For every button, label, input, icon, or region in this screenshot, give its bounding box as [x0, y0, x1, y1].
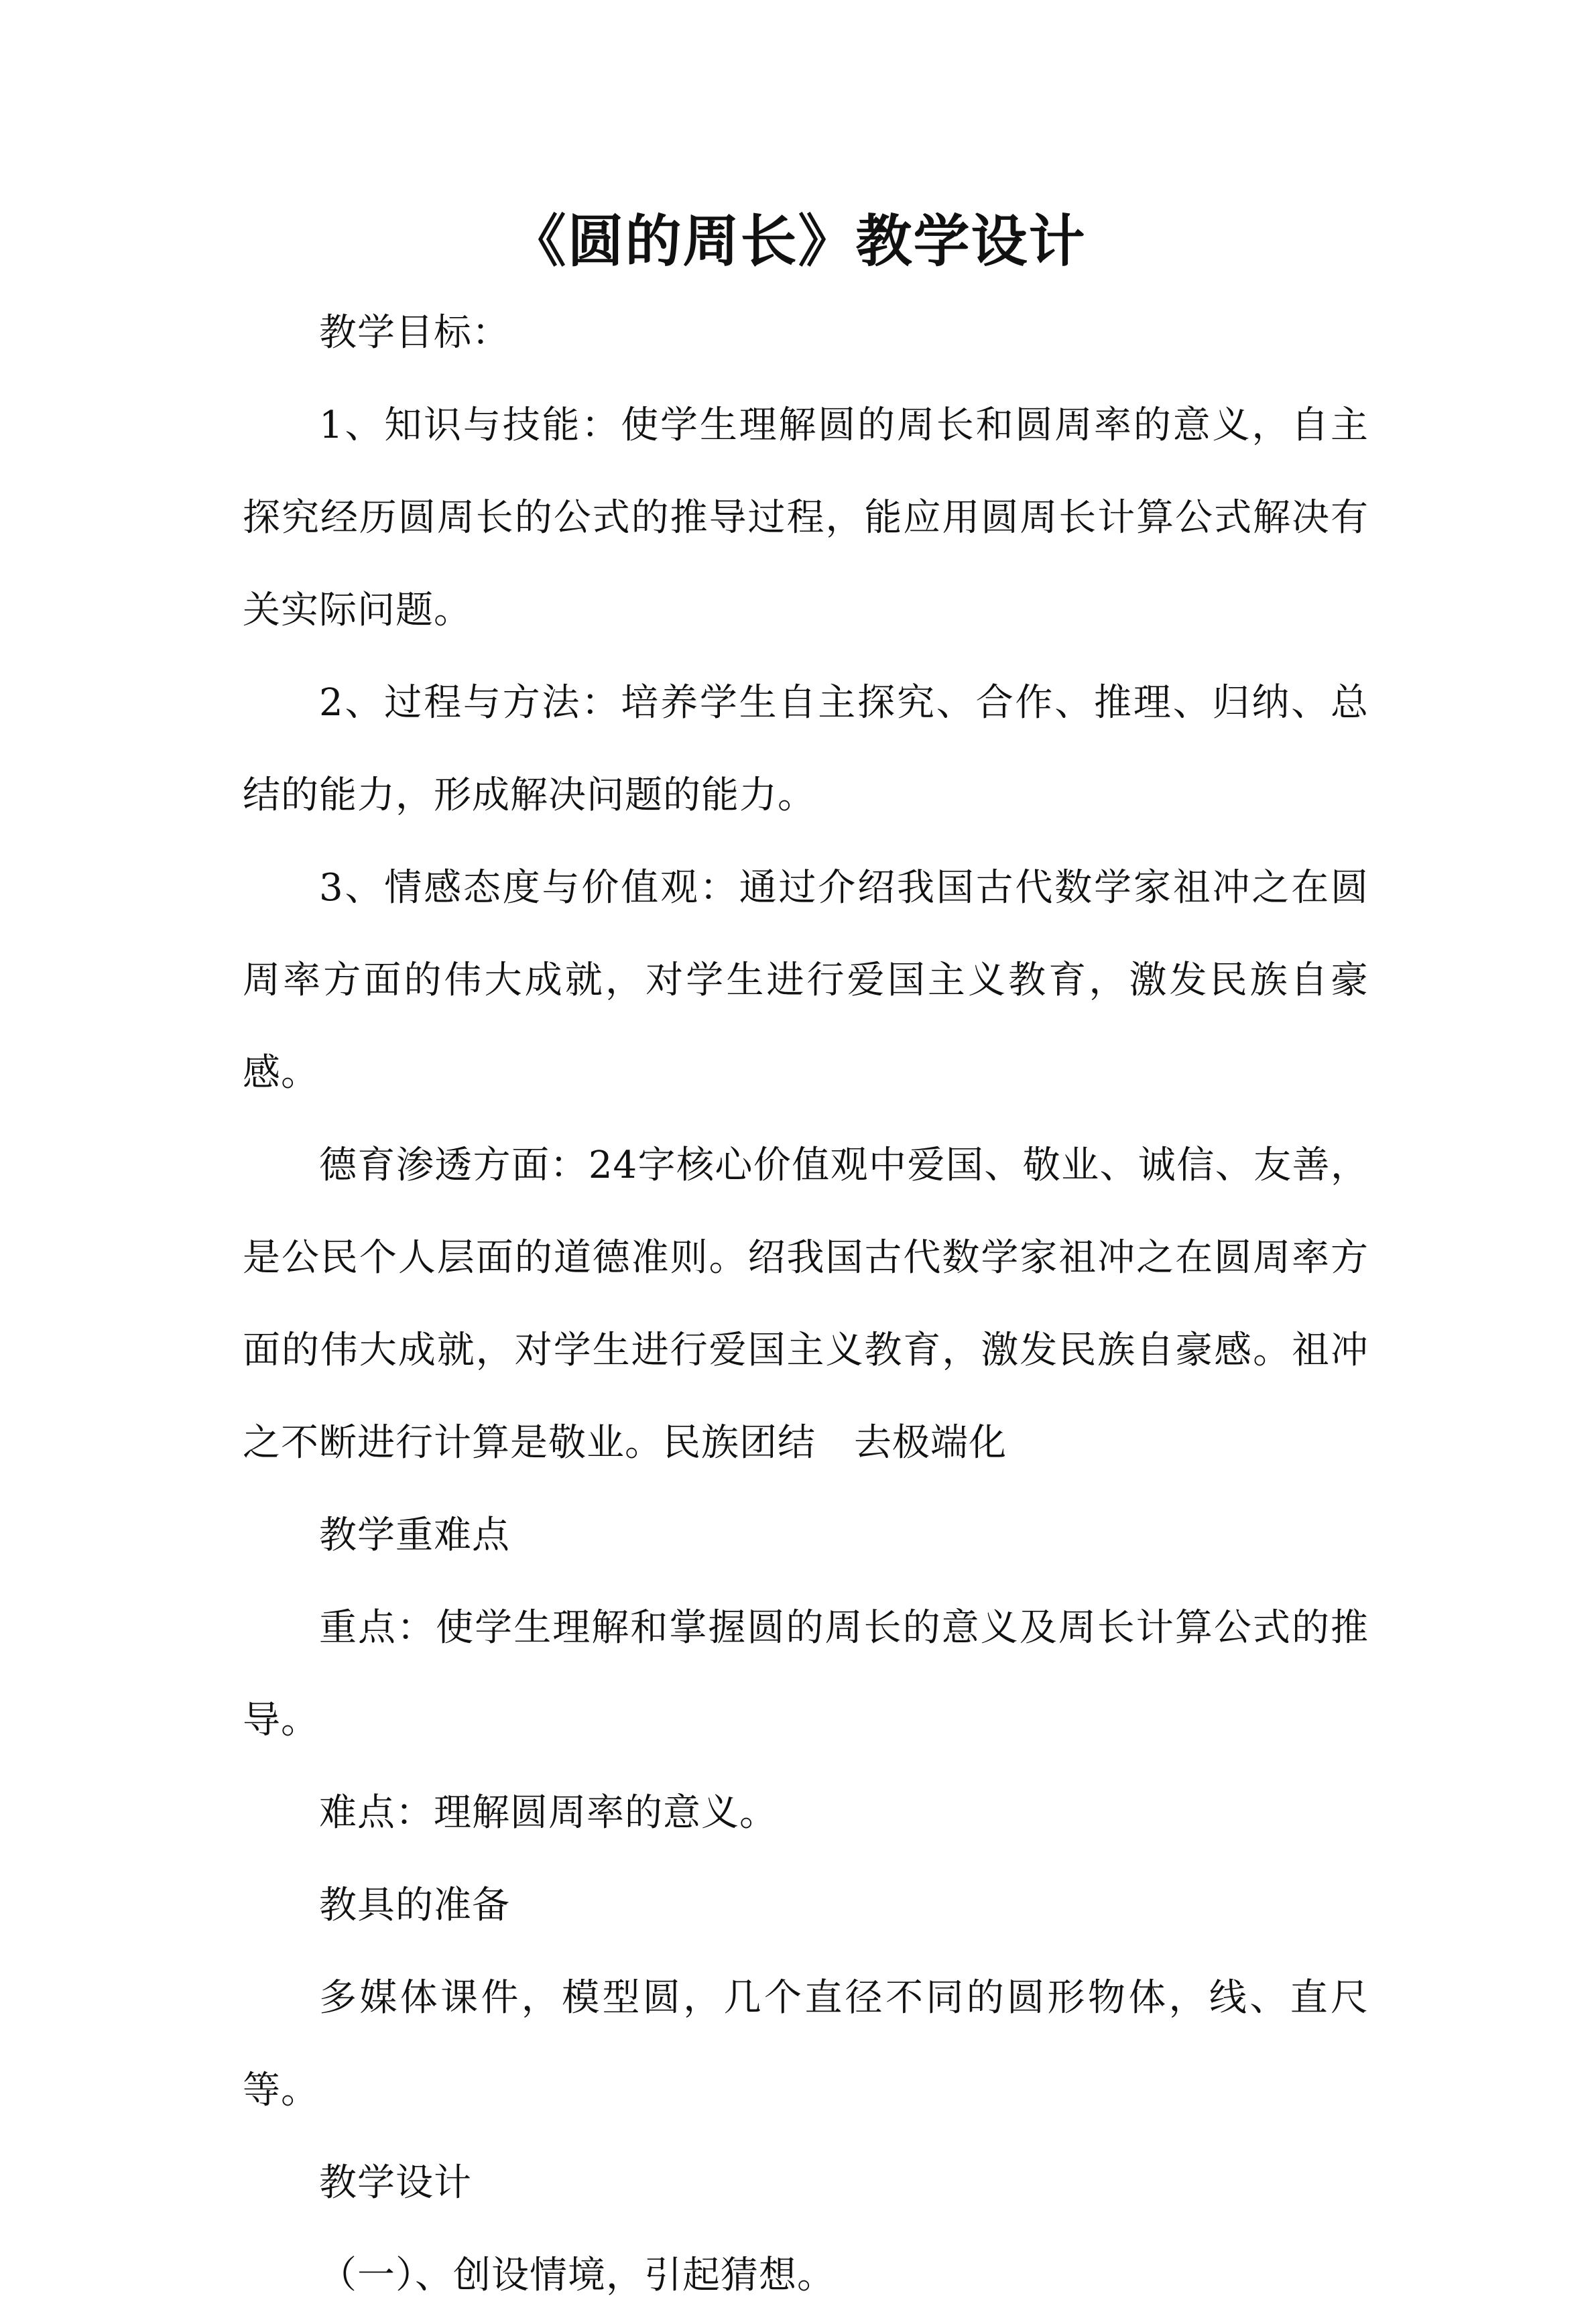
paragraph-key-point: 重点：使学生理解和掌握圆的周长的意义及周长计算公式的推导。 [243, 1606, 1369, 1742]
paragraph-process-method: 2、过程与方法：培养学生自主探究、合作、推理、归纳、总结的能力，形成解决问题的能力。 [243, 681, 1369, 817]
paragraph-emotion-values: 3、情感态度与价值观：通过介绍我国古代数学家祖冲之在圆周率方面的伟大成就，对学生进行爱国主义教育，激发民族自豪感。 [243, 866, 1369, 1095]
paragraph-moral-education: 德育渗透方面：24字核心价值观中爱国、敬业、诚信、友善，是公民个人层面的道德准则。绍我国古代数学家祖冲之在圆周率方面的伟大成就，对学生进行爱国主义教育，激发民族自豪感。祖冲之不断进行计算是敬业。民族团结 去极端化 [243, 1144, 1369, 1465]
paragraph-knowledge-skills: 1、知识与技能：使学生理解圆的周长和圆周率的意义，自主探究经历圆周长的公式的推导过程，能应用圆周长计算公式解决有关实际问题。 [243, 404, 1369, 632]
section-heading-design: 教学设计 [319, 2161, 472, 2205]
paragraph-difficulty: 难点：理解圆周率的意义。 [319, 1791, 778, 1835]
section-heading-objectives: 教学目标： [319, 311, 510, 355]
paragraph-materials: 多媒体课件，模型圆，几个直径不同的圆形物体，线、直尺等。 [243, 1976, 1369, 2112]
document-title: 《圆的周长》教学设计 [509, 208, 1087, 274]
section-heading-materials: 教具的准备 [319, 1884, 510, 1927]
document-body [243, 287, 1369, 2322]
section-heading-key-points: 教学重难点 [319, 1514, 510, 1557]
paragraph-step-one: （一）、创设情境，引起猜想。 [319, 2254, 835, 2297]
